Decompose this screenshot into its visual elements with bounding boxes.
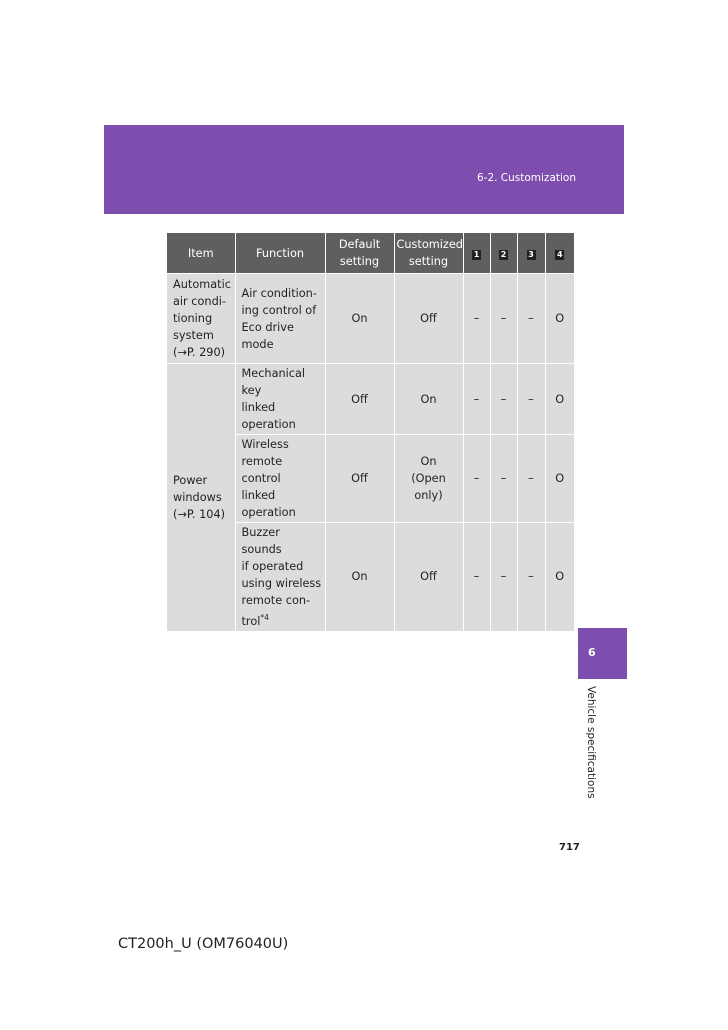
document-code: CT200h_U (OM76040U) [118,936,289,952]
mark-cell-1: – [463,523,490,632]
mark-cell-3: – [517,435,545,523]
header-function: Function [235,233,325,274]
mark-cell-4: O [545,364,574,435]
header-col-3 [517,233,545,274]
number-4-icon: 4 [556,249,563,259]
mark-cell-2: – [490,523,517,632]
mark-cell-2: – [490,364,517,435]
header-col-4 [545,233,574,274]
function-cell [235,523,325,632]
header-col-1 [463,233,490,274]
function-cell: Air condition- ing control of Eco drive mode [235,274,325,364]
table-header-row [167,233,574,274]
function-text: Buzzer sounds if operated using wireless remote con- trol [241,526,322,628]
chapter-tab [578,628,627,679]
mark-cell-2: – [490,435,517,523]
header-customized-setting: Customized setting [394,233,463,274]
customized-setting-cell: Off [394,274,463,364]
customized-setting-cell: Off [394,523,463,632]
number-2-icon: 2 [500,249,507,259]
header-col-2 [490,233,517,274]
item-cell: Automatic air condi- tioning system (→P. 290) [167,274,235,364]
chapter-number: 6 [588,646,596,659]
function-cell: Mechanical key linked operation [235,364,325,435]
item-cell: Power windows (→P. 104) [167,364,235,632]
header-item: Item [167,233,235,274]
customized-setting-cell: On (Open only) [394,435,463,523]
mark-cell-2: – [490,274,517,364]
mark-cell-1: – [463,274,490,364]
customized-setting-cell: On [394,364,463,435]
footnote-marker: *4 [260,613,269,622]
page-number: 717 [559,842,580,853]
mark-cell-4: O [545,274,574,364]
chapter-title: Vehicle specifications [585,686,597,799]
table-row [167,274,574,364]
mark-cell-3: – [517,523,545,632]
default-setting-cell: Off [325,364,394,435]
header-band [104,125,624,214]
customization-table [167,233,574,632]
header-default-setting: Default setting [325,233,394,274]
number-3-icon: 3 [528,249,534,259]
mark-cell-1: – [463,435,490,523]
default-setting-cell: On [325,523,394,632]
mark-cell-1: – [463,364,490,435]
default-setting-cell: Off [325,435,394,523]
table-row [167,364,574,435]
mark-cell-3: – [517,364,545,435]
mark-cell-4: O [545,523,574,632]
mark-cell-4: O [545,435,574,523]
section-title: 6-2. Customization [476,172,576,184]
default-setting-cell: On [325,274,394,364]
mark-cell-3: – [517,274,545,364]
function-cell: Wireless remote control linked operation [235,435,325,523]
number-1-icon: 1 [473,249,480,259]
